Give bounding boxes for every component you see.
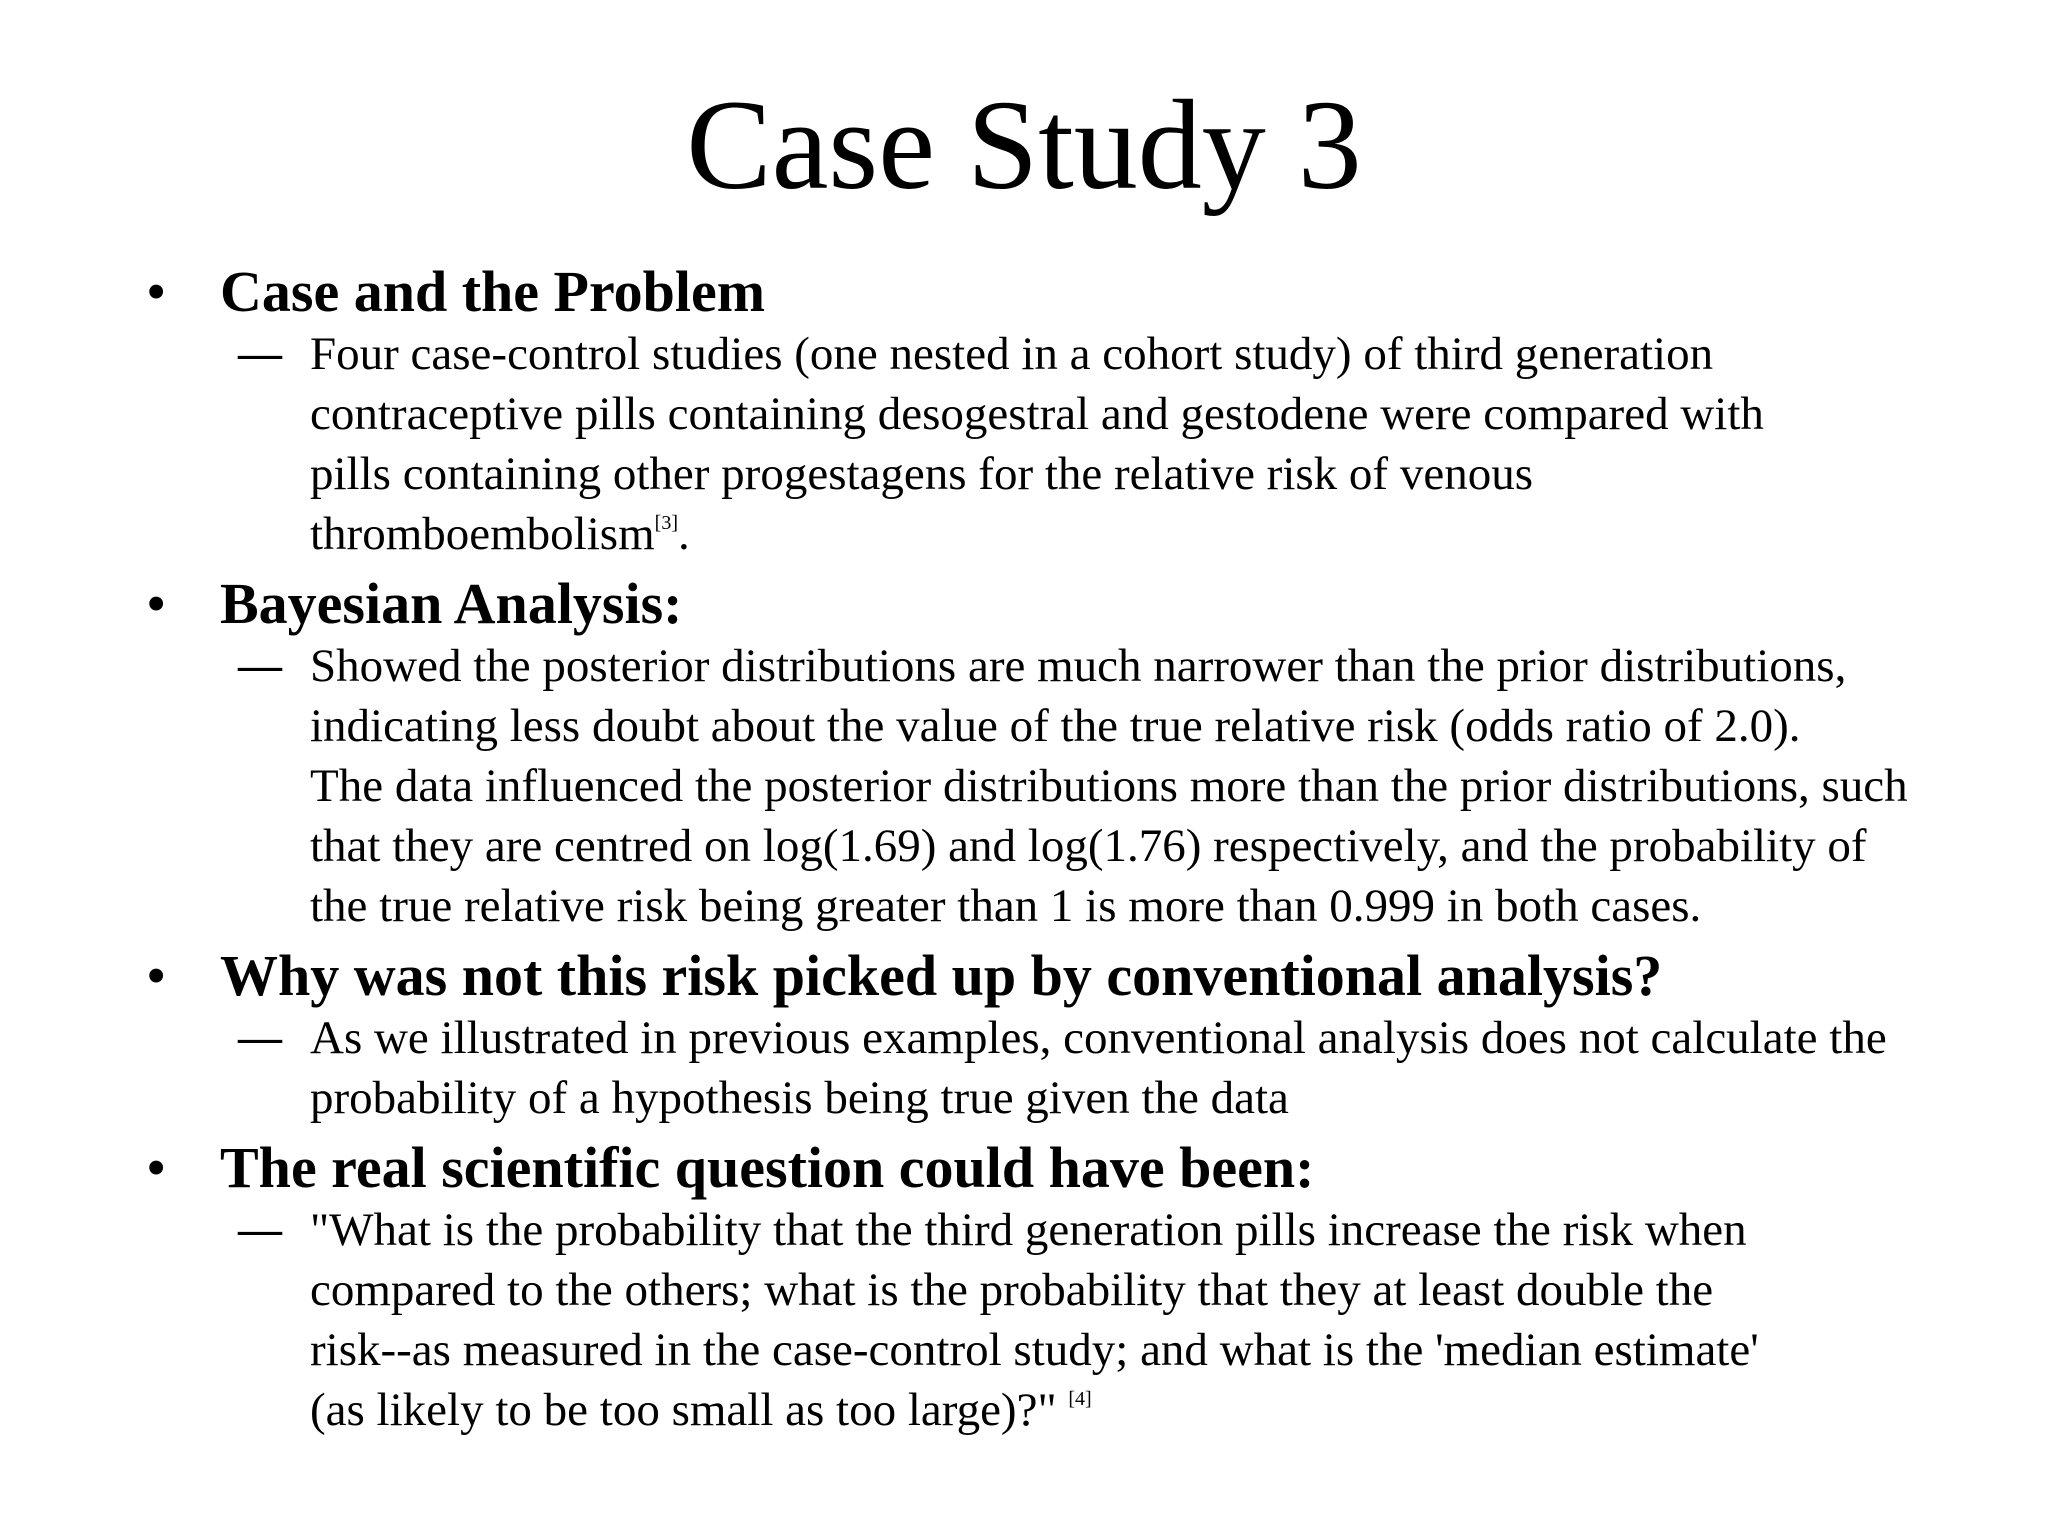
bullet-marker: •: [146, 1135, 167, 1200]
bullet-marker: •: [146, 943, 167, 1008]
dash-marker: —: [238, 329, 282, 378]
sub-line: the true relative risk being greater than 1 is more than 0.999 in both cases.: [310, 880, 1702, 932]
bullet-heading: Case and the Problem: [220, 259, 766, 324]
sub-item: [0, 324, 2048, 564]
sub-line: compared to the others; what is the probability that they at least double the: [310, 1264, 1714, 1316]
sub-item: [0, 1200, 2048, 1440]
sub-line: probability of a hypothesis being true given the data: [310, 1072, 1289, 1124]
sub-line-with-ref: [310, 504, 2048, 564]
bullet-list: [0, 258, 2048, 1440]
sub-line: The data influenced the posterior distributions more than the prior distributions, such: [310, 760, 1908, 812]
sub-line: "What is the probability that the third generation pills increase the risk when: [310, 1204, 1747, 1256]
sub-item: [0, 636, 2048, 936]
bullet-marker: •: [146, 571, 167, 636]
sub-line: pills containing other progestagens for the relative risk of venous: [310, 448, 1533, 500]
dash-marker: —: [238, 641, 282, 690]
sub-line: contraceptive pills containing desogestral and gestodene were compared with: [310, 388, 1764, 440]
sub-line: that they are centred on log(1.69) and log(1.76) respectively, and the probability of: [310, 820, 1867, 872]
dash-marker: —: [238, 1013, 282, 1062]
bullet-heading: Why was not this risk picked up by conventional analysis?: [220, 943, 1663, 1008]
dash-marker: —: [238, 1205, 282, 1254]
sub-line: Showed the posterior distributions are much narrower than the prior distributions,: [310, 640, 1847, 692]
sub-line: Four case-control studies (one nested in a cohort study) of third generation: [310, 328, 1714, 380]
sub-item: [0, 1008, 2048, 1128]
bullet-heading: Bayesian Analysis:: [220, 571, 683, 636]
sub-line-text: (as likely to be too small as too large)?": [310, 1384, 1057, 1436]
bullet-item-case-problem: [0, 258, 2048, 564]
citation-ref: [3]: [654, 512, 678, 534]
sub-line: risk--as measured in the case-control study; and what is the 'median estimate': [310, 1324, 1759, 1376]
sub-line: indicating less doubt about the value of the true relative risk (odds ratio of 2.0).: [310, 700, 1801, 752]
bullet-item-scientific-question: [0, 1134, 2048, 1440]
sub-line: As we illustrated in previous examples, conventional analysis does not calculate the: [310, 1012, 1887, 1064]
bullet-marker: •: [146, 259, 167, 324]
citation-ref: [4]: [1068, 1388, 1092, 1410]
bullet-item-conventional-analysis: [0, 942, 2048, 1128]
sub-line-text: .: [677, 508, 690, 560]
sub-line-with-ref: [310, 1380, 2048, 1440]
bullet-heading: The real scientific question could have been:: [220, 1135, 1315, 1200]
slide-title: Case Study 3: [686, 74, 1362, 216]
bullet-item-bayesian-analysis: [0, 570, 2048, 936]
sub-line-text: thromboembolism: [310, 508, 655, 560]
